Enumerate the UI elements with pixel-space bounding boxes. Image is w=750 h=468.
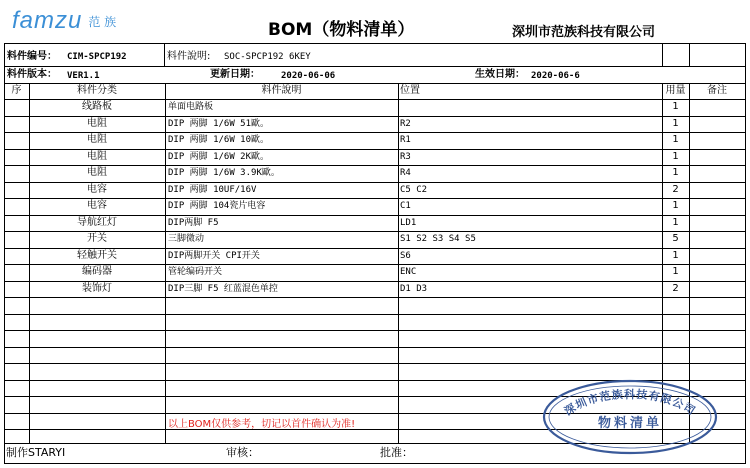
cell-category: 电阻 [87, 167, 107, 178]
cell-qty: 1 [672, 250, 679, 261]
maker-label: 制作STARYI [6, 446, 66, 459]
cell-position: R2 [400, 119, 411, 129]
disclaimer-note: 以上BOM仅供参考，切记以首件确认为准! [168, 419, 356, 430]
version-label: 料件版本： [7, 69, 57, 80]
col-seq: 序 [11, 85, 22, 96]
cell-category: 电阻 [87, 151, 107, 162]
cell-desc: DIP 两脚 1/6W 3.9K歐。 [168, 168, 280, 178]
cell-qty: 1 [672, 151, 679, 162]
cell-category: 电阻 [87, 134, 107, 145]
part-no-value: CIM-SPCP192 [67, 52, 127, 62]
desc-value: SOC-SPCP192 6KEY [224, 52, 311, 62]
row-line [4, 347, 746, 348]
document-title: BOM（物料清单） [268, 20, 415, 40]
cell-qty: 1 [672, 200, 679, 211]
info-divider-1 [4, 66, 746, 67]
review-label: 审核： [226, 446, 259, 459]
cell-desc: 管轮编码开关 [168, 267, 223, 277]
desc-label: 料件說明: [167, 51, 211, 62]
cell-desc: DIP 两脚 104瓷片电容 [168, 201, 266, 211]
row-line [4, 330, 746, 331]
company-seal [541, 375, 719, 455]
col-desc: 料件說明 [261, 85, 302, 96]
cell-position: R3 [400, 152, 411, 162]
cell-desc: DIP 两脚 1/6W 10歐。 [168, 135, 270, 145]
cell-category: 装饰灯 [82, 283, 112, 294]
row-line [4, 297, 746, 298]
column-line [165, 83, 166, 443]
update-date: 2020-06-06 [281, 71, 336, 81]
cell-qty: 1 [672, 134, 679, 145]
seal-ring-text: 深圳市范族科技有限公司 [562, 387, 698, 419]
cell-qty: 1 [672, 266, 679, 277]
frame-right [745, 43, 746, 464]
cell-qty: 1 [672, 217, 679, 228]
cell-desc: DIP三脚 F5 红蓝混色单控 [168, 284, 278, 294]
update-label: 更新日期： [210, 69, 260, 80]
frame-top [4, 43, 746, 44]
row-line [4, 314, 746, 315]
row-line [4, 363, 746, 364]
cell-desc: DIP 两脚 1/6W 2K歐。 [168, 152, 270, 162]
cell-desc: DIP 两脚 10UF/16V [168, 185, 257, 195]
company-logo [12, 6, 116, 36]
company-name: 深圳市范族科技有限公司 [512, 25, 656, 40]
cell-position: C1 [400, 201, 411, 211]
cell-category: 开关 [87, 233, 107, 244]
cell-position: R1 [400, 135, 411, 145]
cell-desc: DIP两脚开关 CPI开关 [168, 251, 260, 261]
effective-label: 生效日期： [475, 69, 525, 80]
cell-category: 导航红灯 [77, 217, 117, 228]
approve-label: 批准： [380, 446, 413, 459]
seal-center-text: 物料清单 [597, 416, 663, 431]
cell-position: D1 D3 [400, 284, 428, 294]
cell-qty: 2 [672, 184, 679, 195]
cell-qty: 1 [672, 167, 679, 178]
effective-date: 2020-06-6 [531, 71, 580, 81]
logo-word: famzu [12, 7, 83, 34]
cell-category: 电容 [87, 200, 107, 211]
cell-category: 电阻 [87, 118, 107, 129]
frame-bottom [4, 463, 746, 464]
cell-desc: 单面电路板 [168, 102, 214, 112]
info-sep-c [689, 43, 690, 66]
col-remark: 备注 [707, 85, 727, 96]
cell-position: S1 S2 S3 S4 S5 [400, 234, 476, 244]
cell-position: S6 [400, 251, 411, 261]
info-sep-a [164, 43, 165, 66]
col-position: 位置 [400, 85, 420, 96]
part-no-label: 料件编号： [7, 51, 57, 62]
cell-category: 线路板 [82, 101, 112, 112]
cell-position: C5 C2 [400, 185, 428, 195]
cell-position: LD1 [400, 218, 417, 228]
cell-desc: DIP 两脚 1/6W 51歐。 [168, 119, 270, 129]
logo-cn: 范 族 [88, 14, 117, 29]
cell-qty: 5 [672, 233, 679, 244]
cell-qty: 1 [672, 118, 679, 129]
cell-desc: DIP两脚 F5 [168, 218, 219, 228]
cell-position: R4 [400, 168, 411, 178]
col-category: 料件分类 [77, 85, 117, 96]
version-value: VER1.1 [67, 71, 100, 81]
cell-position: ENC [400, 267, 417, 277]
cell-qty: 2 [672, 283, 679, 294]
cell-category: 轻触开关 [77, 250, 117, 261]
cell-desc: 三脚微动 [168, 234, 205, 244]
cell-qty: 1 [672, 101, 679, 112]
cell-category: 电容 [87, 184, 107, 195]
frame-left [4, 43, 5, 464]
col-qty: 用量 [665, 85, 686, 96]
info-sep-b [662, 43, 663, 66]
cell-category: 编码器 [82, 266, 112, 277]
column-line [398, 83, 399, 443]
